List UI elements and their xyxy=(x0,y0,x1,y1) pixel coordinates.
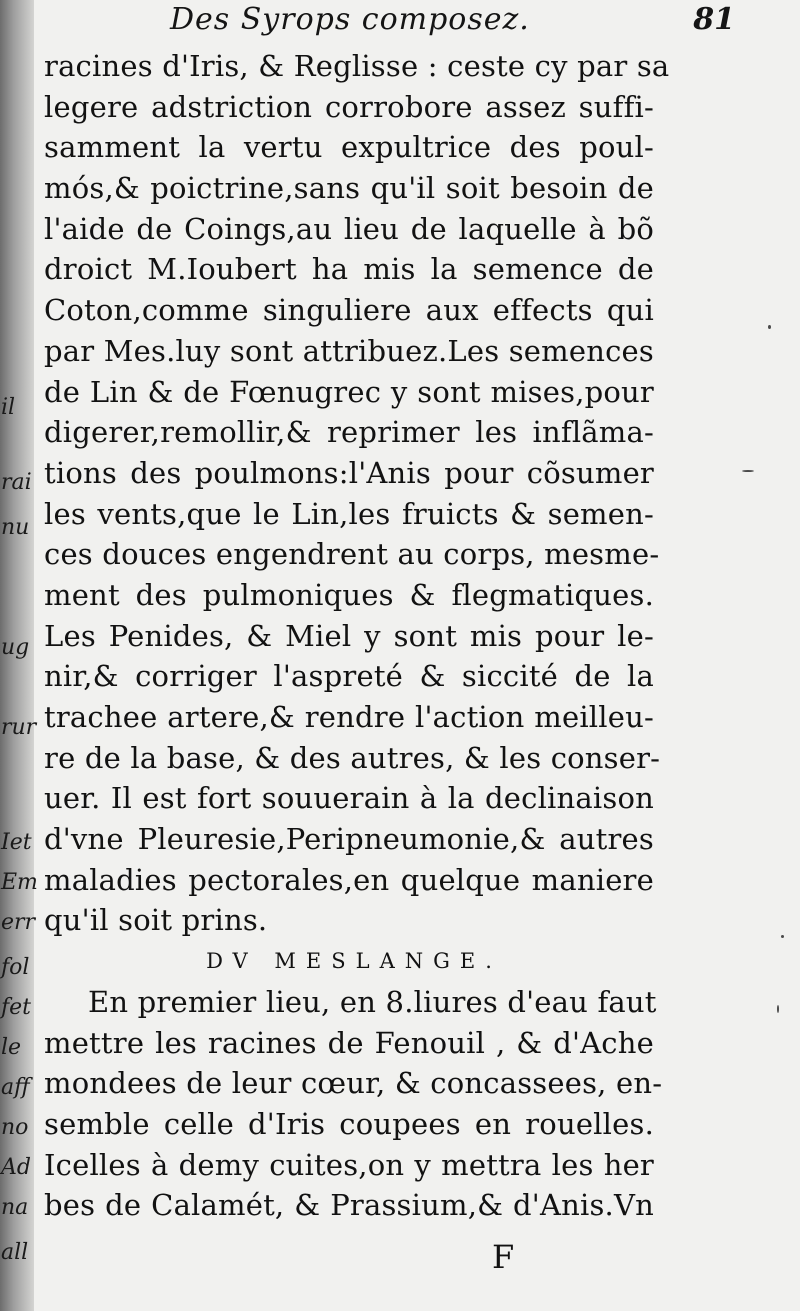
text-line: legere adstriction corrobore assez suffi- xyxy=(44,89,654,124)
text-line: Les Penides, & Miel y sont mis pour le- xyxy=(44,618,654,653)
gutter-fragment: fet xyxy=(1,995,32,1020)
text-line: re de la base, & des autres, & les conser- xyxy=(44,740,661,775)
gutter-fragment: nu xyxy=(1,515,30,540)
text-line: droict M.Ioubert ha mis la semence de xyxy=(44,252,654,287)
text-line: samment la vertu expultrice des poul- xyxy=(44,130,654,165)
gutter-fragment: Iet xyxy=(1,830,32,855)
body-text xyxy=(44,46,670,1226)
gutter-fragment: le xyxy=(1,1035,22,1060)
gutter-fragment: rai xyxy=(1,470,32,495)
text-line: digerer,remollir,& reprimer les inflãma- xyxy=(44,415,654,450)
facing-page-fragments xyxy=(0,0,38,1311)
text-line: uer. Il est fort souuerain à la declinaison xyxy=(44,781,654,816)
text-line: l'aide de Coings,au lieu de laquelle à bõ xyxy=(44,211,654,246)
text-line: d'vne Pleuresie,Peripneumonie,& autres xyxy=(44,822,654,857)
page-number: 81 xyxy=(693,2,735,37)
text-line: mondees de leur cœur, & concassees, en- xyxy=(44,1066,663,1101)
gutter-fragment: aff xyxy=(1,1075,30,1100)
text-line: Coton,comme singuliere aux effects qui xyxy=(44,293,654,328)
text-line: nir,& corriger l'aspreté & siccité de la xyxy=(44,659,654,694)
gutter-fragment: all xyxy=(1,1240,29,1265)
text-line: tions des poulmons:l'Anis pour cõsumer xyxy=(44,455,654,490)
gutter-fragment: il xyxy=(1,395,16,420)
text-line: mettre les racines de Fenouil , & d'Ache xyxy=(44,1025,654,1060)
ink-speck xyxy=(781,935,784,938)
text-line: bes de Calamét, & Prassium,& d'Anis.Vn xyxy=(44,1188,654,1223)
text-line: Icelles à demy cuites,on y mettra les her xyxy=(44,1147,654,1182)
text-line: racines d'Iris, & Reglisse : ceste cy par sa xyxy=(44,49,670,83)
gutter-fragment: fol xyxy=(1,955,30,980)
text-line: En premier lieu, en 8.liures d'eau faut xyxy=(88,984,657,1019)
text-line: semble celle d'Iris coupees en rouelles. xyxy=(44,1106,654,1141)
gutter-fragment: Em xyxy=(1,870,38,895)
ink-speck xyxy=(742,470,754,472)
text-line: trachee artere,& rendre l'action meilleu- xyxy=(44,700,654,734)
text-line: ment des pulmoniques & flegmatiques. xyxy=(44,577,654,612)
signature-mark: F xyxy=(492,1238,515,1276)
running-title: Des Syrops composez. xyxy=(170,2,530,37)
text-line: de Lin & de Fœnugrec y sont mises,pour xyxy=(44,374,654,409)
page-header xyxy=(40,2,760,42)
gutter-fragment: err xyxy=(1,910,36,935)
ink-speck xyxy=(777,1005,779,1013)
gutter-fragment: Ad xyxy=(1,1155,31,1180)
ink-speck xyxy=(768,325,771,329)
gutter-fragment: no xyxy=(1,1115,29,1140)
text-line: ces douces engendrent au corps, mesme- xyxy=(44,537,660,572)
text-line: qu'il soit prins. xyxy=(44,903,268,938)
section-heading: DV MESLANGE. xyxy=(206,949,502,974)
gutter-fragment: rur xyxy=(1,715,37,740)
text-line: les vents,que le Lin,les fruicts & semen- xyxy=(44,496,654,531)
text-line: par Mes.luy sont attribuez.Les semences xyxy=(44,333,654,368)
text-line: mós,& poictrine,sans qu'il soit besoin de xyxy=(44,171,654,206)
gutter-fragment: ug xyxy=(1,635,30,660)
text-line: maladies pectorales,en quelque maniere xyxy=(44,862,654,897)
gutter-fragment: na xyxy=(1,1195,29,1220)
